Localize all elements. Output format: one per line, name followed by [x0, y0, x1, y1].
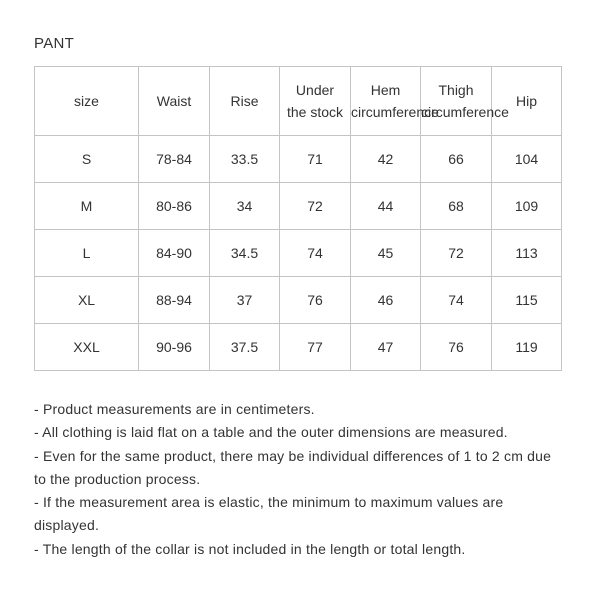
header-hip	[492, 67, 562, 136]
header-thigh-circumference	[421, 67, 509, 136]
header-hem-line1: Hem	[370, 82, 401, 98]
note-item: - Even for the same product, there may be individual differences of 1 to 2 cm due to the production process.	[34, 447, 552, 487]
table-row	[35, 136, 562, 183]
table-header-row	[35, 67, 562, 136]
cell-hem-circumference: 47	[351, 324, 421, 371]
header-waist	[139, 67, 210, 136]
cell-under-the-stock: 76	[280, 277, 351, 324]
header-rise-label: Rise	[230, 93, 259, 109]
cell-hip: 104	[492, 136, 562, 183]
note-item: - All clothing is laid flat on a table and the outer dimensions are measured.	[34, 424, 508, 441]
cell-thigh-circumference: 74	[421, 277, 492, 324]
cell-size: XL	[35, 277, 139, 324]
page-title: PANT	[34, 35, 75, 52]
cell-rise: 34.5	[210, 230, 280, 277]
size-table	[34, 66, 562, 371]
cell-size: S	[35, 136, 139, 183]
header-under-the-stock	[280, 67, 351, 136]
cell-hem-circumference: 45	[351, 230, 421, 277]
header-rise	[210, 67, 280, 136]
cell-size: L	[35, 230, 139, 277]
header-hem-circumference	[351, 67, 439, 136]
table-row	[35, 324, 562, 371]
header-thigh-line2: circumference	[421, 104, 509, 120]
cell-thigh-circumference: 72	[421, 230, 492, 277]
table-row	[35, 183, 562, 230]
cell-under-the-stock: 74	[280, 230, 351, 277]
cell-waist: 80-86	[139, 183, 210, 230]
cell-thigh-circumference: 76	[421, 324, 492, 371]
measurement-notes	[34, 398, 564, 561]
table-row	[35, 230, 562, 277]
cell-hip: 113	[492, 230, 562, 277]
cell-thigh-circumference: 68	[421, 183, 492, 230]
cell-rise: 37.5	[210, 324, 280, 371]
header-hem-line2: circumference	[351, 104, 439, 120]
cell-waist: 88-94	[139, 277, 210, 324]
cell-thigh-circumference: 66	[421, 136, 492, 183]
note-item: - The length of the collar is not included in the length or total length.	[34, 540, 466, 557]
cell-under-the-stock: 71	[280, 136, 351, 183]
note-item: - Product measurements are in centimeters.	[34, 401, 315, 417]
cell-waist: 90-96	[139, 324, 210, 371]
header-thigh-line1: Thigh	[438, 82, 474, 98]
cell-rise: 34	[210, 183, 280, 230]
cell-size: XXL	[35, 324, 139, 371]
table-row	[35, 277, 562, 324]
cell-under-the-stock: 72	[280, 183, 351, 230]
cell-hem-circumference: 42	[351, 136, 421, 183]
header-under-the-stock-line1: Under	[295, 82, 335, 98]
cell-waist: 78-84	[139, 136, 210, 183]
cell-size: M	[35, 183, 139, 230]
header-hip-label: Hip	[515, 93, 537, 109]
cell-under-the-stock: 77	[280, 324, 351, 371]
cell-hip: 109	[492, 183, 562, 230]
cell-rise: 37	[210, 277, 280, 324]
header-waist-label: Waist	[156, 93, 192, 109]
cell-rise: 33.5	[210, 136, 280, 183]
cell-hem-circumference: 44	[351, 183, 421, 230]
cell-hem-circumference: 46	[351, 277, 421, 324]
header-under-the-stock-line2: the stock	[286, 104, 344, 120]
header-size-label: size	[74, 93, 99, 109]
cell-hip: 119	[492, 324, 562, 371]
cell-waist: 84-90	[139, 230, 210, 277]
note-item: - If the measurement area is elastic, the minimum to maximum values are displayed.	[34, 494, 504, 534]
header-size	[35, 67, 139, 136]
cell-hip: 115	[492, 277, 562, 324]
